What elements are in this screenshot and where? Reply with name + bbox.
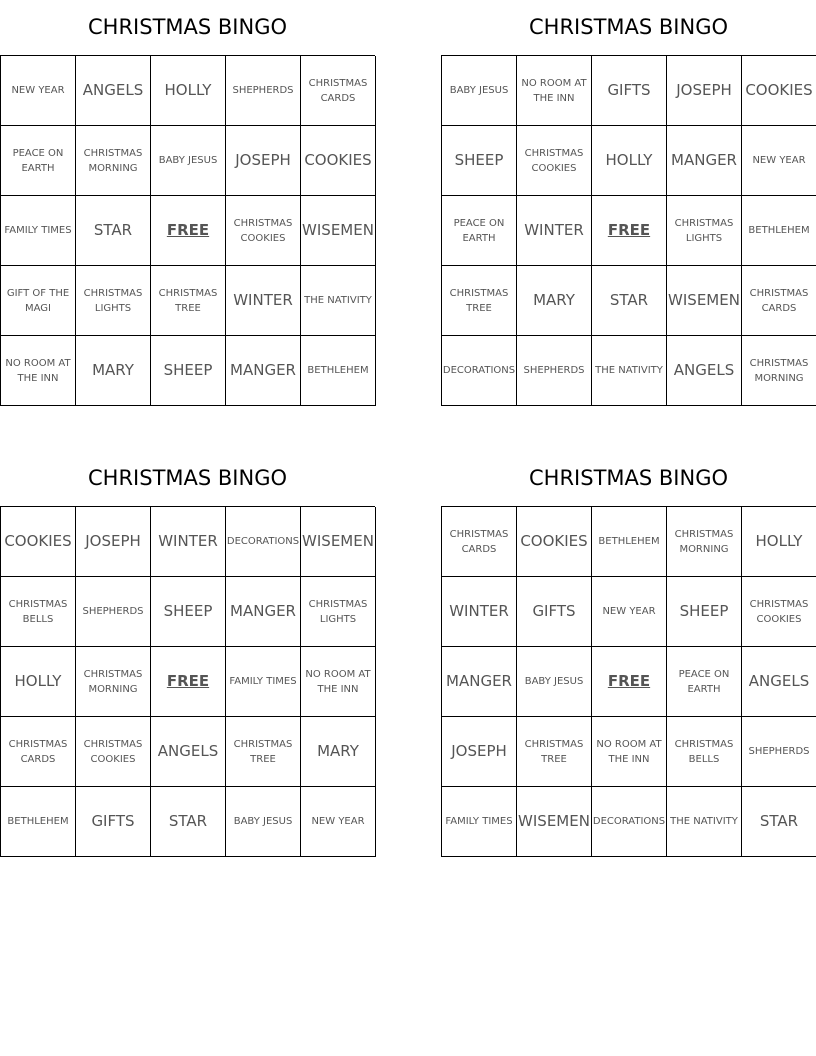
bingo-cell	[742, 126, 816, 196]
bingo-cell	[1, 577, 76, 647]
bingo-cell	[517, 336, 592, 406]
bingo-cell-label: ANGELS	[673, 361, 735, 379]
bingo-cell-label: COOKIES	[4, 532, 72, 550]
bingo-cell-label: CHRISTMAS CARDS	[8, 738, 68, 765]
bingo-cell	[742, 56, 816, 126]
bingo-cell-label: NEW YEAR	[311, 816, 365, 827]
bingo-grid	[0, 55, 375, 406]
bingo-cell	[226, 266, 301, 336]
bingo-cell	[592, 126, 667, 196]
bingo-cell-label: NEW YEAR	[752, 155, 806, 166]
bingo-cell	[301, 196, 376, 266]
bingo-cell	[76, 647, 151, 717]
bingo-cell-label: ANGELS	[157, 742, 219, 760]
bingo-cell	[1, 196, 76, 266]
bingo-cell-label: SHEEP	[454, 151, 504, 169]
bingo-cell	[301, 577, 376, 647]
bingo-cell	[442, 196, 517, 266]
bingo-cell	[1, 647, 76, 717]
bingo-cell	[442, 56, 517, 126]
bingo-cell-label: FAMILY TIMES	[445, 816, 513, 827]
bingo-cell	[1, 56, 76, 126]
bingo-cell-label: CHRISTMAS CARDS	[308, 77, 368, 104]
bingo-grid	[441, 55, 816, 406]
bingo-cell	[226, 336, 301, 406]
bingo-cell-label: NO ROOM AT THE INN	[305, 668, 371, 695]
bingo-cell	[742, 507, 816, 577]
bingo-cell	[742, 577, 816, 647]
bingo-cell	[442, 507, 517, 577]
bingo-cell	[226, 717, 301, 787]
free-space-label: FREE	[166, 221, 210, 239]
card-title: CHRISTMAS BINGO	[88, 466, 287, 490]
bingo-cell	[76, 787, 151, 857]
bingo-cell-label: CHRISTMAS COOKIES	[524, 147, 584, 174]
bingo-cell-label: WINTER	[158, 532, 218, 550]
bingo-cell-label: CHRISTMAS BELLS	[674, 738, 734, 765]
bingo-cell	[442, 336, 517, 406]
bingo-cell	[592, 507, 667, 577]
bingo-cell	[151, 577, 226, 647]
free-space-cell	[592, 196, 667, 266]
bingo-cell	[742, 336, 816, 406]
bingo-cell-label: WINTER	[524, 221, 584, 239]
bingo-cell-label: ANGELS	[82, 81, 144, 99]
bingo-cell-label: CHRISTMAS LIGHTS	[674, 217, 734, 244]
bingo-cell-label: CHRISTMAS CARDS	[749, 287, 809, 314]
bingo-cell	[76, 266, 151, 336]
bingo-cell-label: CHRISTMAS TREE	[524, 738, 584, 765]
bingo-cell	[442, 717, 517, 787]
bingo-cell-label: HOLLY	[14, 672, 62, 690]
bingo-cell-label: NEW YEAR	[11, 85, 65, 96]
bingo-cell-label: COOKIES	[304, 151, 372, 169]
bingo-card-2	[441, 0, 816, 406]
bingo-cell	[742, 196, 816, 266]
bingo-cell	[226, 647, 301, 717]
bingo-cell	[667, 126, 742, 196]
bingo-cell-label: BETHLEHEM	[598, 536, 660, 547]
bingo-cell-label: WISEMEN	[302, 532, 374, 550]
free-space-label: FREE	[166, 672, 210, 690]
bingo-card-3	[0, 451, 375, 857]
bingo-cell-label: BETHLEHEM	[748, 225, 810, 236]
bingo-cell-label: MANGER	[230, 602, 296, 620]
bingo-cell	[667, 787, 742, 857]
bingo-cell-label: FAMILY TIMES	[229, 676, 297, 687]
bingo-cell-label: NO ROOM AT THE INN	[5, 357, 71, 384]
bingo-cell	[226, 196, 301, 266]
bingo-cell	[1, 126, 76, 196]
bingo-cell	[226, 56, 301, 126]
bingo-cell-label: CHRISTMAS MORNING	[749, 357, 809, 384]
bingo-cell	[667, 336, 742, 406]
bingo-cell	[442, 577, 517, 647]
bingo-cell	[1, 336, 76, 406]
bingo-cell-label: GIFTS	[91, 812, 135, 830]
bingo-cell-label: SHEPHERDS	[523, 365, 585, 376]
bingo-cell	[517, 647, 592, 717]
bingo-cell	[226, 577, 301, 647]
bingo-cell-label: CHRISTMAS COOKIES	[83, 738, 143, 765]
bingo-cell-label: SHEEP	[163, 361, 213, 379]
bingo-cell	[76, 126, 151, 196]
free-space-cell	[592, 647, 667, 717]
free-space-label: FREE	[607, 672, 651, 690]
bingo-cell	[517, 196, 592, 266]
bingo-cell-label: ANGELS	[748, 672, 810, 690]
bingo-cell-label: STAR	[168, 812, 208, 830]
bingo-cell	[1, 266, 76, 336]
bingo-cell	[592, 266, 667, 336]
bingo-cell	[301, 717, 376, 787]
bingo-cell-label: JOSEPH	[235, 151, 291, 169]
bingo-cell-label: WINTER	[449, 602, 509, 620]
bingo-cell-label: HOLLY	[605, 151, 653, 169]
bingo-cell	[667, 647, 742, 717]
bingo-cell	[151, 266, 226, 336]
bingo-cell-label: NO ROOM AT THE INN	[596, 738, 662, 765]
bingo-cell	[667, 266, 742, 336]
bingo-cell	[76, 717, 151, 787]
bingo-cell	[151, 126, 226, 196]
bingo-cell-label: CHRISTMAS TREE	[233, 738, 293, 765]
bingo-cell	[301, 126, 376, 196]
bingo-cell-label: NO ROOM AT THE INN	[521, 77, 587, 104]
bingo-cell	[667, 196, 742, 266]
bingo-cell-label: STAR	[759, 812, 799, 830]
bingo-cell	[667, 717, 742, 787]
bingo-cell-label: PEACE ON EARTH	[678, 668, 730, 695]
free-space-label: FREE	[607, 221, 651, 239]
bingo-cell	[76, 507, 151, 577]
bingo-cell-label: BABY JESUS	[233, 816, 293, 827]
bingo-cell	[442, 787, 517, 857]
bingo-cell-label: SHEEP	[163, 602, 213, 620]
bingo-cell	[1, 787, 76, 857]
bingo-cell-label: MARY	[317, 742, 359, 760]
bingo-cell-label: CHRISTMAS MORNING	[83, 668, 143, 695]
bingo-cell-label: CHRISTMAS COOKIES	[233, 217, 293, 244]
bingo-cell-label: PEACE ON EARTH	[453, 217, 505, 244]
bingo-cell-label: GIFTS	[532, 602, 576, 620]
bingo-cell-label: COOKIES	[520, 532, 588, 550]
bingo-cell-label: WISEMEN	[518, 812, 590, 830]
bingo-grid	[0, 506, 375, 857]
bingo-cell-label: MARY	[92, 361, 134, 379]
bingo-cell-label: BABY JESUS	[524, 676, 584, 687]
bingo-cell-label: MANGER	[230, 361, 296, 379]
bingo-cell-label: MANGER	[446, 672, 512, 690]
bingo-cell-label: PEACE ON EARTH	[12, 147, 64, 174]
bingo-cell-label: JOSEPH	[676, 81, 732, 99]
bingo-cell	[151, 717, 226, 787]
bingo-cell-label: CHRISTMAS MORNING	[674, 528, 734, 555]
bingo-cell-label: HOLLY	[755, 532, 803, 550]
bingo-cell-label: FAMILY TIMES	[4, 225, 72, 236]
bingo-cell	[76, 577, 151, 647]
bingo-cell	[592, 56, 667, 126]
bingo-cell-label: BETHLEHEM	[307, 365, 369, 376]
bingo-cell-label: CHRISTMAS BELLS	[8, 598, 68, 625]
card-title: CHRISTMAS BINGO	[88, 15, 287, 39]
bingo-cell-label: NEW YEAR	[602, 606, 656, 617]
bingo-cell-label: DECORATIONS	[226, 536, 300, 547]
bingo-cell-label: THE NATIVITY	[595, 365, 663, 376]
bingo-cell-label: THE NATIVITY	[304, 295, 372, 306]
bingo-cell	[1, 507, 76, 577]
bingo-cell-label: THE NATIVITY	[670, 816, 738, 827]
bingo-cell	[151, 56, 226, 126]
bingo-cell-label: CHRISTMAS LIGHTS	[308, 598, 368, 625]
bingo-cell	[517, 577, 592, 647]
bingo-cell-label: STAR	[609, 291, 649, 309]
bingo-cell	[742, 717, 816, 787]
bingo-cell	[667, 507, 742, 577]
bingo-cell	[517, 717, 592, 787]
bingo-cell	[301, 56, 376, 126]
bingo-cell-label: BABY JESUS	[158, 155, 218, 166]
bingo-cell	[517, 787, 592, 857]
bingo-cell-label: SHEPHERDS	[82, 606, 144, 617]
bingo-cell-label: SHEEP	[679, 602, 729, 620]
bingo-cell	[301, 647, 376, 717]
bingo-cell	[301, 507, 376, 577]
bingo-cell-label: CHRISTMAS CARDS	[449, 528, 509, 555]
bingo-cell	[667, 577, 742, 647]
bingo-cell-label: STAR	[93, 221, 133, 239]
bingo-cell-label: WINTER	[233, 291, 293, 309]
bingo-cell	[151, 507, 226, 577]
bingo-cell-label: MARY	[533, 291, 575, 309]
bingo-cell	[301, 336, 376, 406]
bingo-cell	[76, 56, 151, 126]
card-title: CHRISTMAS BINGO	[529, 466, 728, 490]
bingo-cell-label: CHRISTMAS MORNING	[83, 147, 143, 174]
bingo-cell	[517, 56, 592, 126]
bingo-cell	[592, 787, 667, 857]
bingo-cell-label: GIFTS	[607, 81, 651, 99]
bingo-cell-label: CHRISTMAS LIGHTS	[83, 287, 143, 314]
bingo-cell	[517, 507, 592, 577]
bingo-cell	[517, 266, 592, 336]
bingo-cell	[226, 787, 301, 857]
bingo-cell-label: CHRISTMAS COOKIES	[749, 598, 809, 625]
bingo-cell	[592, 717, 667, 787]
card-title: CHRISTMAS BINGO	[529, 15, 728, 39]
bingo-cell-label: GIFT OF THE MAGI	[6, 287, 70, 314]
bingo-cell	[226, 126, 301, 196]
bingo-cell	[592, 336, 667, 406]
bingo-cell	[151, 787, 226, 857]
bingo-cell	[742, 266, 816, 336]
bingo-cell	[151, 336, 226, 406]
bingo-cell	[1, 717, 76, 787]
bingo-cell	[301, 266, 376, 336]
bingo-card-4	[441, 451, 816, 857]
bingo-cell	[442, 266, 517, 336]
bingo-cell	[442, 126, 517, 196]
bingo-cell	[76, 336, 151, 406]
bingo-cell	[667, 56, 742, 126]
bingo-cell-label: MANGER	[671, 151, 737, 169]
bingo-cell-label: COOKIES	[745, 81, 813, 99]
bingo-cell-label: CHRISTMAS TREE	[449, 287, 509, 314]
bingo-cell	[442, 647, 517, 717]
bingo-cell-label: CHRISTMAS TREE	[158, 287, 218, 314]
bingo-cell	[226, 507, 301, 577]
bingo-cell	[301, 787, 376, 857]
bingo-cell-label: DECORATIONS	[592, 816, 666, 827]
bingo-cell-label: JOSEPH	[85, 532, 141, 550]
bingo-cell-label: DECORATIONS	[442, 365, 516, 376]
bingo-cell-label: SHEPHERDS	[748, 746, 810, 757]
free-space-cell	[151, 196, 226, 266]
bingo-cell	[76, 196, 151, 266]
bingo-cell	[592, 577, 667, 647]
free-space-cell	[151, 647, 226, 717]
bingo-cell	[517, 126, 592, 196]
bingo-cell-label: WISEMEN	[302, 221, 374, 239]
bingo-cell-label: HOLLY	[164, 81, 212, 99]
bingo-cell-label: SHEPHERDS	[232, 85, 294, 96]
bingo-cell-label: WISEMEN	[668, 291, 740, 309]
bingo-cell-label: BETHLEHEM	[7, 816, 69, 827]
bingo-cell-label: JOSEPH	[451, 742, 507, 760]
bingo-grid	[441, 506, 816, 857]
bingo-card-1	[0, 0, 375, 406]
bingo-cell-label: BABY JESUS	[449, 85, 509, 96]
bingo-cell	[742, 647, 816, 717]
bingo-cell	[742, 787, 816, 857]
